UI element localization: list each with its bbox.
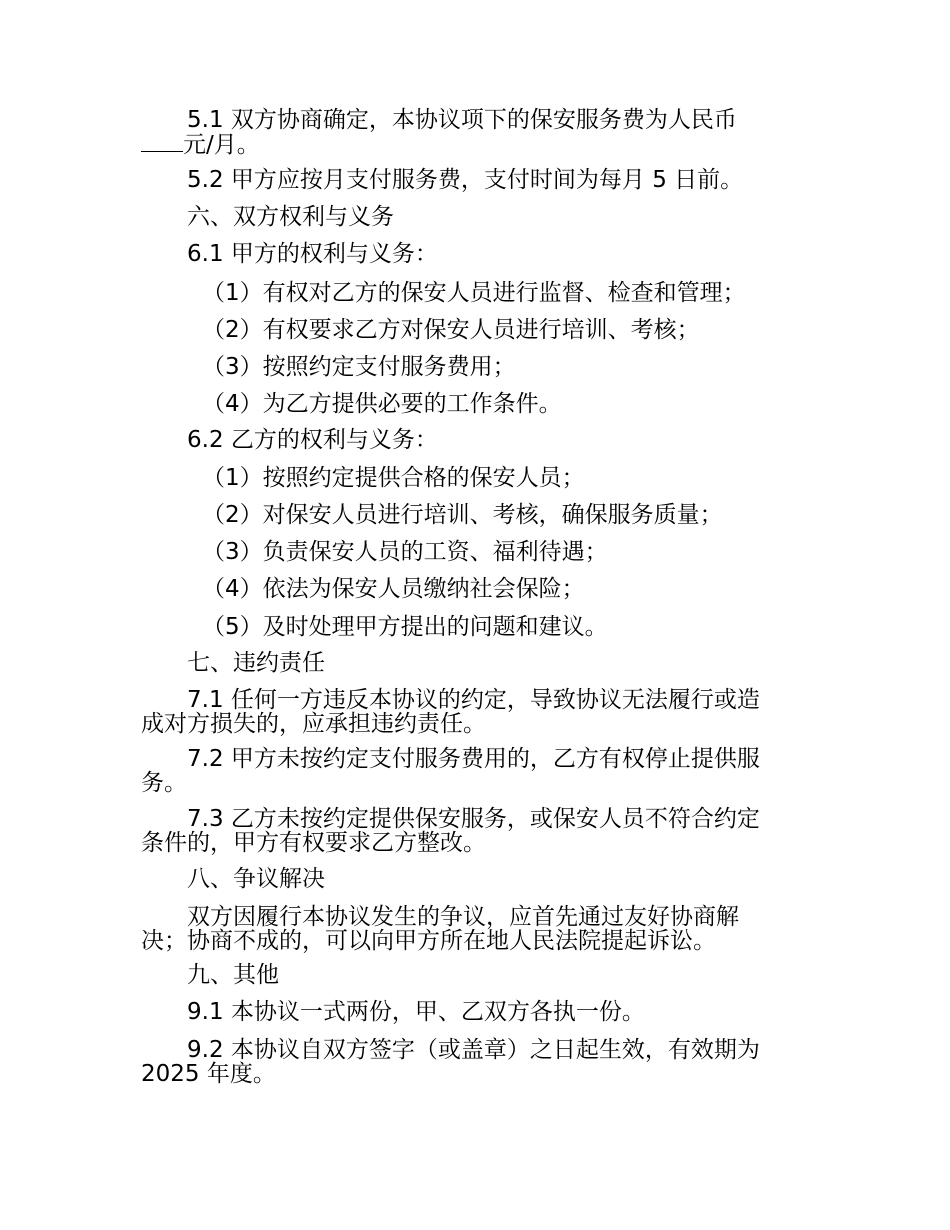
clause-7-1-line1: 7.1 任何一方违反本协议的约定，导致协议无法履行或造 [187,687,760,713]
clause-6-1-item: （3）按照约定支付服务费用； [202,354,516,380]
clause-5-1-line1: 5.1 双方协商确定，本协议项下的保安服务费为人民币 [187,107,737,133]
clause-5-1-line2 [141,131,260,158]
clause-5-1-unit: 元/月。 [183,132,260,158]
clause-6-2-item: （4）依法为保安人员缴纳社会保险； [202,576,585,602]
clause-9-2-line2: 2025 年度。 [141,1061,276,1087]
clause-6-1-item: （1）有权对乙方的保安人员进行监督、检查和管理； [202,280,746,306]
section-8-para-line2: 决；协商不成的，可以向甲方所在地人民法院提起诉讼。 [141,928,716,954]
clause-6-2-item: （2）对保安人员进行培训、考核，确保服务质量； [202,502,723,528]
clause-6-1: 6.1 甲方的权利与义务： [187,241,438,267]
section-7-heading: 七、违约责任 [187,650,325,676]
clause-7-2-line1: 7.2 甲方未按约定支付服务费用的，乙方有权停止提供服 [187,746,760,772]
clause-9-2-line1: 9.2 本协议自双方签字（或盖章）之日起生效，有效期为 [187,1037,760,1063]
clause-6-2: 6.2 乙方的权利与义务： [187,427,438,453]
clause-6-2-item: （3）负责保安人员的工资、福利待遇； [202,539,608,565]
fee-blank [141,131,183,152]
clause-6-1-item: （2）有权要求乙方对保安人员进行培训、考核； [202,317,700,343]
clause-6-2-item: （1）按照约定提供合格的保安人员； [202,465,585,491]
section-6-heading: 六、双方权利与义务 [187,204,394,230]
section-8-heading: 八、争议解决 [187,866,325,892]
clause-6-1-item: （4）为乙方提供必要的工作条件。 [202,391,562,417]
clause-7-3-line2: 条件的，甲方有权要求乙方整改。 [141,830,486,856]
clause-9-1: 9.1 本协议一式两份，甲、乙双方各执一份。 [187,999,645,1025]
clause-7-1-line2: 成对方损失的，应承担违约责任。 [141,711,486,737]
section-8-para-line1: 双方因履行本协议发生的争议，应首先通过友好协商解 [187,904,739,930]
clause-5-2: 5.2 甲方应按月支付服务费，支付时间为每月 5 日前。 [187,167,744,193]
clause-6-2-item: （5）及时处理甲方提出的问题和建议。 [202,614,608,640]
section-9-heading: 九、其他 [187,962,279,988]
clause-7-3-line1: 7.3 乙方未按约定提供保安服务，或保安人员不符合约定 [187,806,760,832]
clause-7-2-line2: 务。 [141,770,187,796]
